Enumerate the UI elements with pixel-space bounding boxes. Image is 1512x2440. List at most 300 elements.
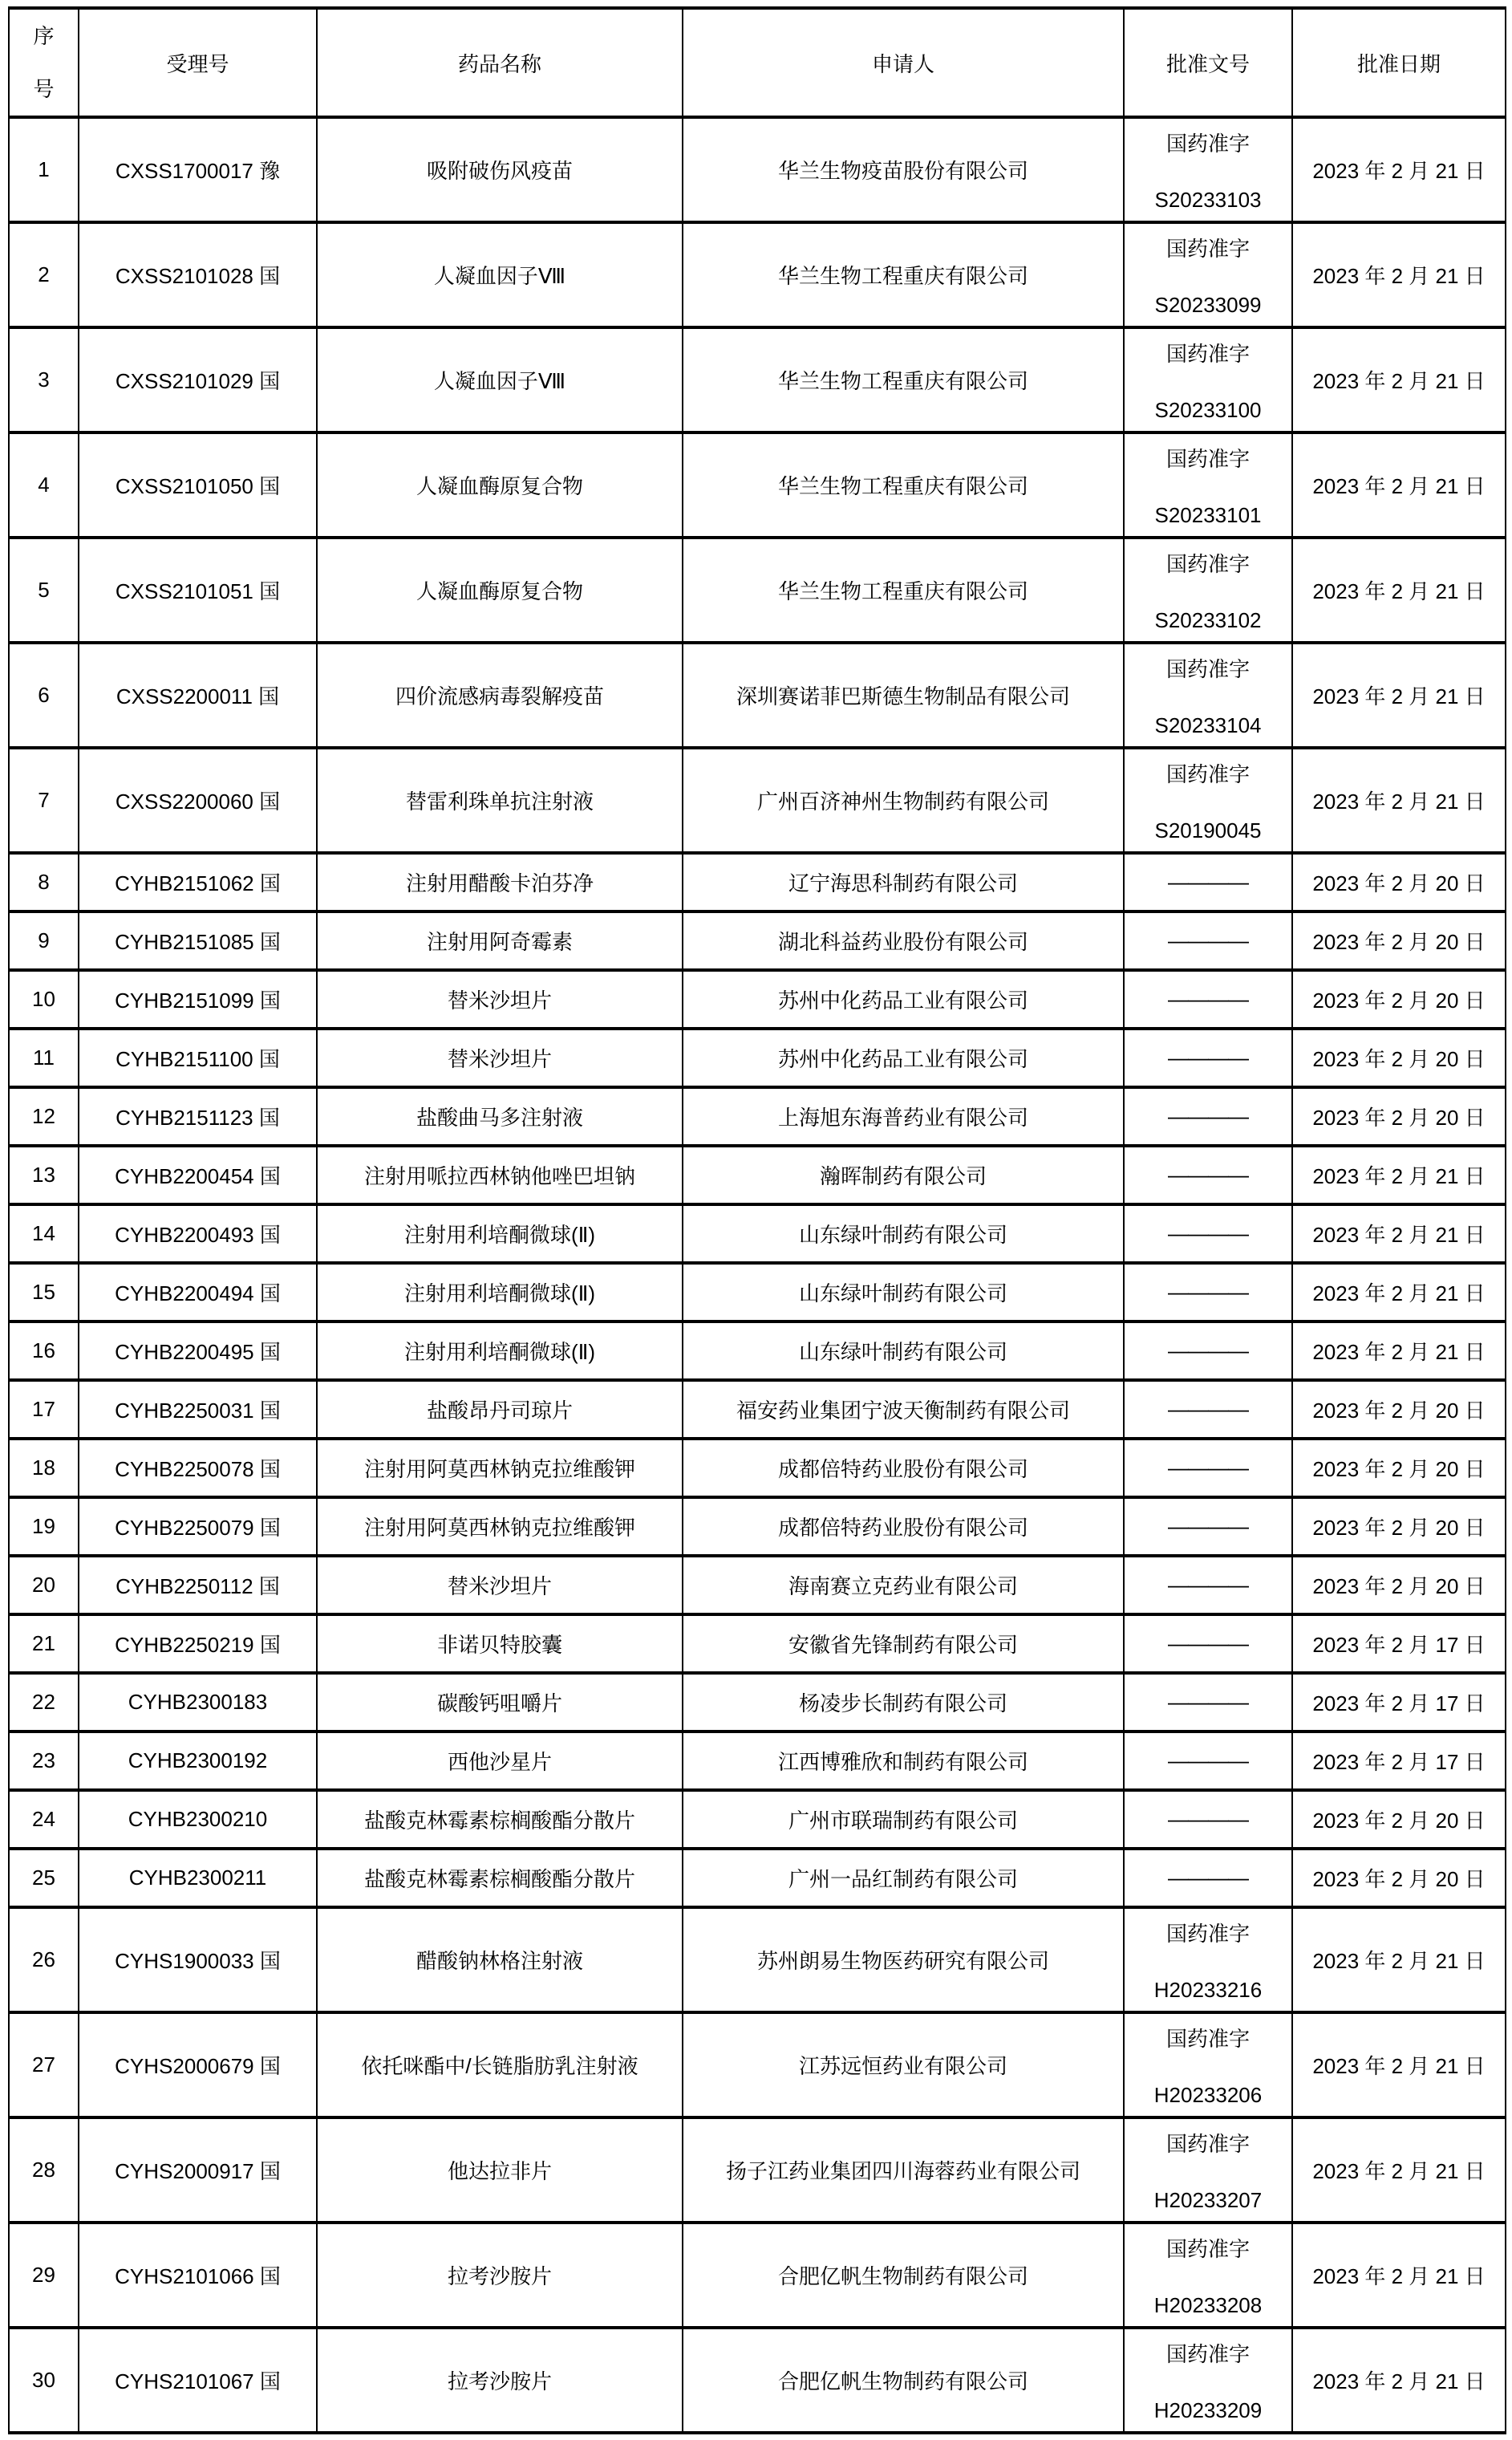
acceptance-no-value: CYHB2300183 — [128, 1690, 268, 1714]
approval-no-stack — [1125, 1514, 1291, 1539]
approval-date-value: 2023 年 2 月 21 日 — [1312, 790, 1486, 814]
approval-number-value: ———— — [1168, 1163, 1248, 1187]
approval-date-value: 2023 年 2 月 20 日 — [1312, 1809, 1486, 1833]
cell-applicant — [683, 432, 1124, 538]
cell-index — [9, 911, 79, 970]
approval-number-value: ———— — [1168, 1280, 1248, 1304]
cell-applicant — [683, 1204, 1124, 1263]
cell-applicant — [683, 1087, 1124, 1146]
cell-acceptance-no — [79, 1732, 317, 1790]
cell-drug-name — [317, 2117, 683, 2223]
column-header-approval-no: 批准文号 — [1124, 8, 1292, 117]
applicant-value: 山东绿叶制药有限公司 — [798, 1340, 1007, 1364]
table-row — [9, 2012, 1506, 2117]
table-row — [9, 2328, 1506, 2433]
row-index-value: 18 — [32, 1455, 55, 1480]
cell-index — [9, 1497, 79, 1556]
acceptance-no-value: CYHB2250078 国 — [115, 1457, 281, 1481]
approval-date-value: 2023 年 2 月 20 日 — [1312, 1516, 1486, 1540]
cell-applicant — [683, 911, 1124, 970]
cell-acceptance-no — [79, 970, 317, 1029]
cell-approval-date — [1292, 1849, 1506, 1907]
approval-date-value: 2023 年 2 月 21 日 — [1312, 684, 1486, 708]
row-index-value: 17 — [32, 1397, 55, 1421]
cell-acceptance-no — [79, 538, 317, 643]
cell-drug-name — [317, 1380, 683, 1439]
applicant-value: 苏州中化药品工业有限公司 — [777, 989, 1028, 1013]
cell-drug-name — [317, 432, 683, 538]
cell-acceptance-no — [79, 117, 317, 222]
cell-acceptance-no — [79, 1673, 317, 1732]
acceptance-no-value: CXSS1700017 豫 — [115, 159, 281, 183]
acceptance-no-value: CYHS2000917 国 — [115, 2159, 281, 2183]
drug-name-value: 拉考沙胺片 — [447, 2369, 552, 2393]
cell-acceptance-no — [79, 432, 317, 538]
cell-approval-date — [1292, 1263, 1506, 1321]
cell-acceptance-no — [79, 2012, 317, 2117]
cell-applicant — [683, 1556, 1124, 1614]
cell-drug-name — [317, 327, 683, 432]
cell-approval-date — [1292, 1614, 1506, 1673]
approval-no-stack — [1125, 1807, 1291, 1832]
approval-no-stack — [1125, 2128, 1291, 2213]
approval-date-value: 2023 年 2 月 20 日 — [1312, 989, 1486, 1013]
column-header-index-label: 序号 — [33, 24, 55, 101]
cell-drug-name — [317, 1849, 683, 1907]
approval-number-value: S20233103 — [1154, 187, 1262, 212]
cell-approval-date — [1292, 1556, 1506, 1614]
approval-date-value: 2023 年 2 月 21 日 — [1312, 159, 1486, 183]
cell-approval-no — [1124, 643, 1292, 748]
cell-acceptance-no — [79, 1439, 317, 1497]
row-index-value: 29 — [32, 2263, 55, 2287]
cell-drug-name — [317, 1029, 683, 1087]
cell-approval-no — [1124, 911, 1292, 970]
approval-date-value: 2023 年 2 月 21 日 — [1312, 579, 1486, 603]
cell-index — [9, 1087, 79, 1146]
applicant-value: 苏州中化药品工业有限公司 — [777, 1047, 1028, 1071]
approval-no-stack — [1125, 928, 1291, 953]
cell-approval-date — [1292, 1321, 1506, 1380]
cell-acceptance-no — [79, 327, 317, 432]
applicant-value: 辽宁海思科制药有限公司 — [788, 871, 1018, 895]
approval-prefix-value: 国药准字 — [1165, 551, 1250, 576]
acceptance-no-value: CXSS2200060 国 — [115, 790, 281, 814]
row-index-value: 25 — [32, 1866, 55, 1890]
cell-acceptance-no — [79, 853, 317, 911]
cell-approval-date — [1292, 1439, 1506, 1497]
table-row — [9, 1849, 1506, 1907]
column-header-approval-date: 批准日期 — [1292, 8, 1506, 117]
approval-no-stack — [1125, 987, 1291, 1012]
applicant-value: 华兰生物工程重庆有限公司 — [777, 579, 1028, 603]
table-row — [9, 1029, 1506, 1087]
approval-number-value: S20233104 — [1154, 713, 1262, 737]
approval-date-value: 2023 年 2 月 17 日 — [1312, 1633, 1486, 1657]
cell-applicant — [683, 1732, 1124, 1790]
approval-prefix-value: 国药准字 — [1165, 2341, 1250, 2366]
cell-approval-no — [1124, 432, 1292, 538]
cell-approval-no — [1124, 1204, 1292, 1263]
approval-no-stack — [1125, 548, 1291, 633]
applicant-value: 上海旭东海普药业有限公司 — [777, 1106, 1028, 1130]
approval-number-value: S20190045 — [1154, 818, 1262, 842]
approval-number-value: H20233208 — [1153, 2292, 1263, 2317]
cell-applicant — [683, 538, 1124, 643]
approval-date-value: 2023 年 2 月 21 日 — [1312, 369, 1486, 393]
approval-no-stack — [1125, 2023, 1291, 2108]
cell-index — [9, 1029, 79, 1087]
cell-drug-name — [317, 1790, 683, 1849]
row-index-value: 27 — [32, 2052, 55, 2077]
approval-number-value: ———— — [1168, 1748, 1248, 1772]
table-row — [9, 1497, 1506, 1556]
cell-approval-date — [1292, 1204, 1506, 1263]
approval-prefix-value: 国药准字 — [1165, 1921, 1250, 1946]
approval-number-value: ———— — [1168, 928, 1248, 952]
approval-no-stack — [1125, 128, 1291, 213]
cell-applicant — [683, 1849, 1124, 1907]
row-index-value: 3 — [38, 367, 50, 392]
column-header-index — [9, 8, 79, 117]
applicant-value: 安徽省先锋制药有限公司 — [788, 1633, 1018, 1657]
row-index-value: 21 — [32, 1631, 55, 1655]
row-index-value: 9 — [38, 928, 50, 952]
table-row — [9, 1556, 1506, 1614]
drug-name-value: 注射用阿莫西林钠克拉维酸钾 — [363, 1457, 635, 1481]
cell-approval-date — [1292, 1790, 1506, 1849]
cell-approval-date — [1292, 432, 1506, 538]
table-row — [9, 327, 1506, 432]
drug-name-value: 注射用哌拉西林钠他唑巴坦钠 — [363, 1164, 635, 1188]
cell-approval-date — [1292, 748, 1506, 853]
drug-name-value: 注射用阿奇霉素 — [426, 930, 573, 954]
approval-date-value: 2023 年 2 月 21 日 — [1312, 264, 1486, 288]
row-index-value: 19 — [32, 1514, 55, 1538]
cell-drug-name — [317, 1556, 683, 1614]
cell-applicant — [683, 748, 1124, 853]
approval-number-value: S20233100 — [1154, 397, 1262, 422]
cell-approval-no — [1124, 1849, 1292, 1907]
row-index-value: 24 — [32, 1807, 55, 1831]
cell-index — [9, 222, 79, 327]
cell-approval-no — [1124, 222, 1292, 327]
cell-drug-name — [317, 1263, 683, 1321]
drug-name-value: 替米沙坦片 — [447, 1574, 552, 1598]
approval-no-stack — [1125, 2233, 1291, 2318]
row-index-value: 6 — [38, 683, 50, 707]
cell-approval-no — [1124, 1790, 1292, 1849]
column-header-applicant: 申请人 — [683, 8, 1124, 117]
approval-number-value: S20233102 — [1154, 607, 1262, 632]
approval-number-value: S20233101 — [1154, 502, 1262, 527]
table-row — [9, 117, 1506, 222]
cell-index — [9, 2117, 79, 2223]
approval-no-stack — [1125, 758, 1291, 843]
approval-number-value: S20233099 — [1154, 292, 1262, 317]
approval-no-stack — [1125, 1748, 1291, 1773]
approval-prefix-value: 国药准字 — [1165, 656, 1250, 681]
applicant-value: 华兰生物工程重庆有限公司 — [777, 369, 1028, 393]
approval-prefix-value: 国药准字 — [1165, 2236, 1250, 2261]
applicant-value: 湖北科益药业股份有限公司 — [777, 930, 1028, 954]
row-index-value: 1 — [38, 157, 50, 181]
approval-number-value: ———— — [1168, 1045, 1248, 1070]
cell-approval-no — [1124, 327, 1292, 432]
cell-index — [9, 1556, 79, 1614]
acceptance-no-value: CYHB2250031 国 — [115, 1399, 281, 1423]
approval-no-stack — [1125, 1690, 1291, 1715]
approval-prefix-value: 国药准字 — [1165, 2026, 1250, 2051]
acceptance-no-value: CYHB2250112 国 — [116, 1574, 280, 1598]
cell-drug-name — [317, 643, 683, 748]
table-row — [9, 1732, 1506, 1790]
acceptance-no-value: CYHB2250079 国 — [115, 1516, 281, 1540]
acceptance-no-value: CYHB2200493 国 — [115, 1223, 281, 1247]
drug-name-value: 依托咪酯中/长链脂肪乳注射液 — [361, 2054, 638, 2078]
approval-number-value: ———— — [1168, 1221, 1248, 1245]
cell-index — [9, 2223, 79, 2328]
cell-index — [9, 1790, 79, 1849]
row-index-value: 28 — [32, 2158, 55, 2182]
cell-acceptance-no — [79, 1380, 317, 1439]
approval-number-value: ———— — [1168, 1807, 1248, 1831]
approval-date-value: 2023 年 2 月 21 日 — [1312, 1223, 1486, 1247]
cell-index — [9, 538, 79, 643]
acceptance-no-value: CYHB2300211 — [128, 1866, 267, 1890]
approval-prefix-value: 国药准字 — [1165, 236, 1250, 261]
acceptance-no-value: CYHB2151062 国 — [115, 871, 281, 895]
cell-applicant — [683, 2328, 1124, 2433]
table-row — [9, 1907, 1506, 2012]
row-index-value: 2 — [38, 262, 50, 286]
drug-name-value: 西他沙星片 — [447, 1750, 552, 1774]
acceptance-no-value: CYHB2300192 — [128, 1748, 268, 1772]
cell-drug-name — [317, 1439, 683, 1497]
cell-drug-name — [317, 1497, 683, 1556]
approval-number-value: H20233209 — [1153, 2397, 1263, 2422]
cell-approval-date — [1292, 1380, 1506, 1439]
table-row — [9, 1790, 1506, 1849]
cell-drug-name — [317, 2012, 683, 2117]
cell-applicant — [683, 1263, 1124, 1321]
approval-number-value: H20233207 — [1153, 2187, 1263, 2212]
table-row — [9, 748, 1506, 853]
approval-date-value: 2023 年 2 月 20 日 — [1312, 1047, 1486, 1071]
cell-drug-name — [317, 1673, 683, 1732]
cell-acceptance-no — [79, 911, 317, 970]
cell-drug-name — [317, 538, 683, 643]
cell-drug-name — [317, 1907, 683, 2012]
cell-acceptance-no — [79, 1614, 317, 1673]
drug-name-value: 人凝血酶原复合物 — [415, 579, 583, 603]
cell-approval-no — [1124, 970, 1292, 1029]
drug-name-value: 人凝血因子Ⅷ — [433, 369, 566, 393]
cell-approval-date — [1292, 2117, 1506, 2223]
approval-date-value: 2023 年 2 月 20 日 — [1312, 1399, 1486, 1423]
cell-applicant — [683, 1790, 1124, 1849]
table-row — [9, 2223, 1506, 2328]
cell-approval-no — [1124, 1497, 1292, 1556]
cell-applicant — [683, 1439, 1124, 1497]
applicant-value: 合肥亿帆生物制药有限公司 — [777, 2264, 1028, 2288]
drug-name-value: 他达拉非片 — [447, 2159, 552, 2183]
cell-approval-date — [1292, 1732, 1506, 1790]
acceptance-no-value: CYHB2300210 — [128, 1807, 268, 1831]
table-row — [9, 1380, 1506, 1439]
applicant-value: 瀚晖制药有限公司 — [819, 1164, 987, 1188]
approval-date-value: 2023 年 2 月 20 日 — [1312, 1457, 1486, 1481]
cell-drug-name — [317, 853, 683, 911]
table-row — [9, 853, 1506, 911]
table-row — [9, 643, 1506, 748]
cell-acceptance-no — [79, 643, 317, 748]
cell-acceptance-no — [79, 1849, 317, 1907]
row-index-value: 13 — [32, 1163, 55, 1187]
applicant-value: 华兰生物工程重庆有限公司 — [777, 264, 1028, 288]
cell-applicant — [683, 1029, 1124, 1087]
cell-drug-name — [317, 1732, 683, 1790]
cell-index — [9, 970, 79, 1029]
drug-name-value: 注射用阿莫西林钠克拉维酸钾 — [363, 1516, 635, 1540]
cell-approval-no — [1124, 2223, 1292, 2328]
cell-drug-name — [317, 1614, 683, 1673]
acceptance-no-value: CXSS2101050 国 — [115, 474, 281, 498]
cell-acceptance-no — [79, 1497, 317, 1556]
approval-date-value: 2023 年 2 月 21 日 — [1312, 1281, 1486, 1305]
approval-no-stack — [1125, 1163, 1291, 1188]
drug-name-value: 替雷利珠单抗注射液 — [405, 790, 594, 814]
applicant-value: 山东绿叶制药有限公司 — [798, 1223, 1007, 1247]
acceptance-no-value: CXSS2101051 国 — [115, 579, 281, 603]
acceptance-no-value: CXSS2101029 国 — [115, 369, 281, 393]
cell-approval-no — [1124, 853, 1292, 911]
cell-index — [9, 643, 79, 748]
approval-number-value: H20233216 — [1153, 1977, 1263, 2002]
column-header-drug-name: 药品名称 — [317, 8, 683, 117]
cell-applicant — [683, 1146, 1124, 1204]
approval-prefix-value: 国药准字 — [1165, 341, 1250, 366]
cell-approval-no — [1124, 1673, 1292, 1732]
applicant-value: 成都倍特药业股份有限公司 — [777, 1457, 1028, 1481]
table-row — [9, 2117, 1506, 2223]
approval-number-value: ———— — [1168, 1866, 1248, 1890]
drug-name-value: 四价流感病毒裂解疫苗 — [395, 684, 604, 708]
cell-approval-no — [1124, 538, 1292, 643]
cell-acceptance-no — [79, 2328, 317, 2433]
cell-applicant — [683, 2012, 1124, 2117]
approval-date-value: 2023 年 2 月 20 日 — [1312, 871, 1486, 895]
approval-number-value: ———— — [1168, 1573, 1248, 1597]
approval-number-value: ———— — [1168, 987, 1248, 1011]
cell-acceptance-no — [79, 2223, 317, 2328]
row-index-value: 26 — [32, 1947, 55, 1971]
cell-approval-no — [1124, 1263, 1292, 1321]
approval-no-stack — [1125, 870, 1291, 895]
row-index-value: 23 — [32, 1748, 55, 1772]
table-body — [9, 117, 1506, 2433]
cell-index — [9, 1614, 79, 1673]
cell-applicant — [683, 1380, 1124, 1439]
drug-name-value: 人凝血因子Ⅷ — [433, 264, 566, 288]
cell-drug-name — [317, 1321, 683, 1380]
cell-approval-no — [1124, 748, 1292, 853]
cell-drug-name — [317, 911, 683, 970]
table-row — [9, 1321, 1506, 1380]
cell-approval-no — [1124, 1029, 1292, 1087]
drug-name-value: 拉考沙胺片 — [447, 2264, 552, 2288]
drug-name-value: 注射用醋酸卡泊芬净 — [405, 871, 594, 895]
drug-name-value: 非诺贝特胶囊 — [436, 1633, 562, 1657]
drug-name-value: 注射用利培酮微球(Ⅱ) — [403, 1340, 596, 1364]
cell-index — [9, 1907, 79, 2012]
cell-approval-date — [1292, 117, 1506, 222]
approval-no-stack — [1125, 2338, 1291, 2423]
approval-no-stack — [1125, 1455, 1291, 1480]
cell-approval-no — [1124, 1732, 1292, 1790]
table-row — [9, 1204, 1506, 1263]
approval-no-stack — [1125, 1280, 1291, 1305]
acceptance-no-value: CXSS2200011 国 — [116, 684, 280, 708]
table-row — [9, 1146, 1506, 1204]
acceptance-no-value: CXSS2101028 国 — [115, 264, 281, 288]
applicant-value: 广州一品红制药有限公司 — [788, 1867, 1018, 1891]
cell-approval-no — [1124, 2117, 1292, 2223]
cell-index — [9, 432, 79, 538]
cell-approval-date — [1292, 1673, 1506, 1732]
cell-acceptance-no — [79, 1029, 317, 1087]
table-row — [9, 1673, 1506, 1732]
approval-date-value: 2023 年 2 月 21 日 — [1312, 2369, 1486, 2393]
row-index-value: 7 — [38, 788, 50, 812]
cell-index — [9, 1263, 79, 1321]
cell-acceptance-no — [79, 1204, 317, 1263]
cell-applicant — [683, 1673, 1124, 1732]
row-index-value: 11 — [33, 1045, 55, 1070]
cell-index — [9, 1849, 79, 1907]
applicant-value: 深圳赛诺菲巴斯德生物制品有限公司 — [736, 684, 1070, 708]
cell-index — [9, 2328, 79, 2433]
cell-approval-date — [1292, 327, 1506, 432]
row-index-value: 16 — [32, 1338, 55, 1362]
approval-prefix-value: 国药准字 — [1165, 446, 1250, 471]
drug-name-value: 盐酸克林霉素棕榈酸酯分散片 — [363, 1867, 635, 1891]
approval-date-value: 2023 年 2 月 21 日 — [1312, 1164, 1486, 1188]
cell-drug-name — [317, 2328, 683, 2433]
approval-date-value: 2023 年 2 月 20 日 — [1312, 1867, 1486, 1891]
applicant-value: 合肥亿帆生物制药有限公司 — [777, 2369, 1028, 2393]
applicant-value: 华兰生物疫苗股份有限公司 — [777, 159, 1028, 183]
cell-approval-date — [1292, 970, 1506, 1029]
cell-acceptance-no — [79, 1321, 317, 1380]
drug-name-value: 替米沙坦片 — [447, 1047, 552, 1071]
cell-approval-date — [1292, 643, 1506, 748]
approval-prefix-value: 国药准字 — [1165, 2131, 1250, 2156]
cell-drug-name — [317, 970, 683, 1029]
cell-approval-no — [1124, 1614, 1292, 1673]
approval-no-stack — [1125, 1918, 1291, 2003]
drug-approval-table — [8, 6, 1506, 2434]
acceptance-no-value: CYHB2200495 国 — [115, 1340, 281, 1364]
cell-applicant — [683, 1321, 1124, 1380]
row-index-value: 30 — [32, 2368, 55, 2392]
cell-index — [9, 853, 79, 911]
cell-index — [9, 1380, 79, 1439]
table-row — [9, 1439, 1506, 1497]
cell-acceptance-no — [79, 1087, 317, 1146]
cell-acceptance-no — [79, 1146, 317, 1204]
drug-name-value: 盐酸曲马多注射液 — [415, 1106, 583, 1130]
